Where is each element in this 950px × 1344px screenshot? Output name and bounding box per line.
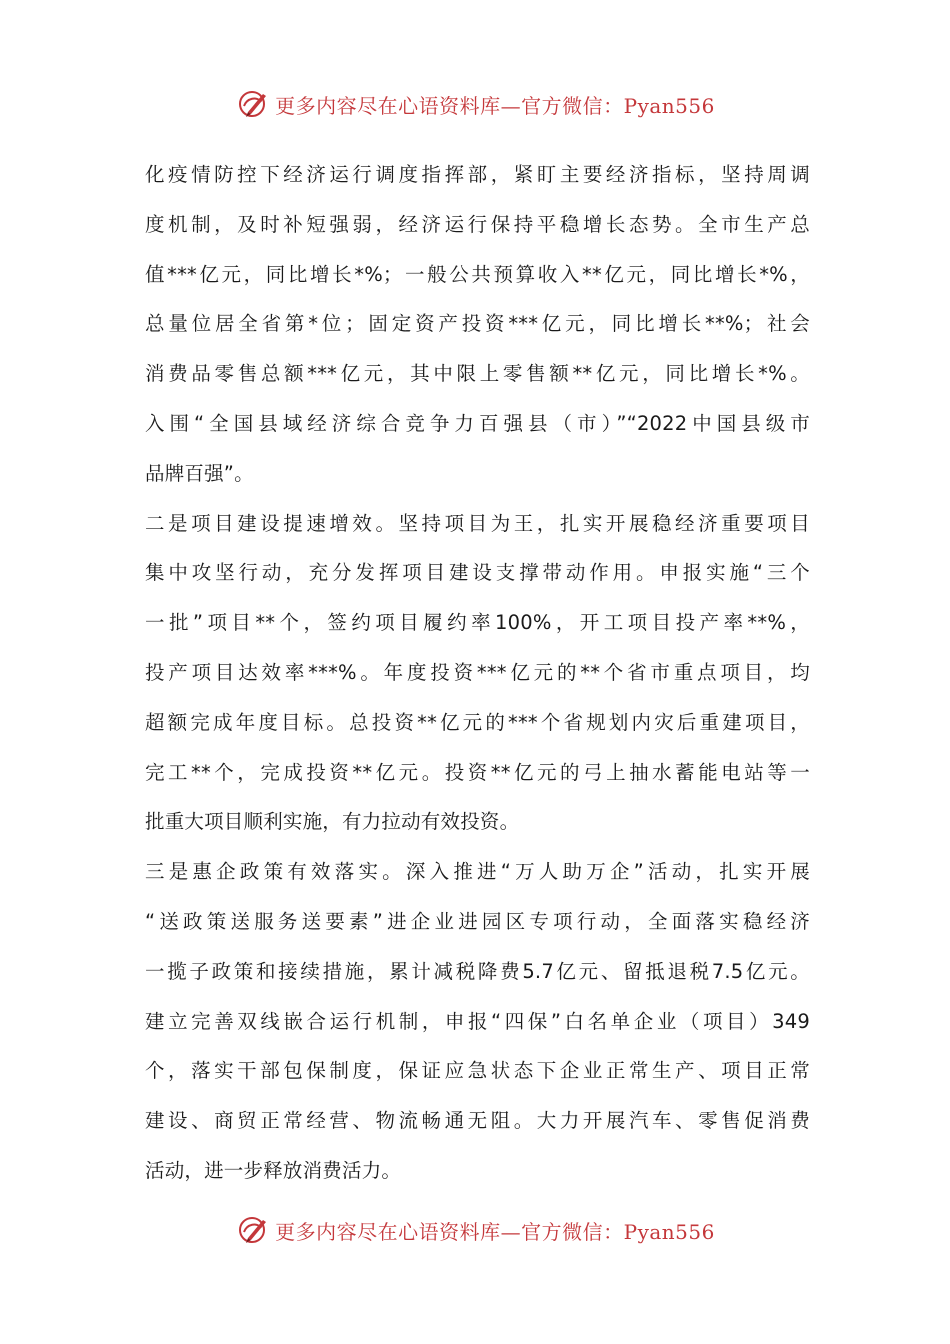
pen-swirl-logo-icon bbox=[235, 1212, 271, 1248]
body-line: 消费品零售总额***亿元，其中限上零售额**亿元，同比增长*%。 bbox=[145, 362, 810, 386]
body-line: 个，落实干部包保制度，保证应急状态下企业正常生产、项目正常 bbox=[145, 1059, 810, 1083]
body-line: 总量位居全省第*位；固定资产投资***亿元，同比增长**%；社会 bbox=[145, 312, 810, 336]
body-line: 一揽子政策和接续措施，累计减税降费5.7亿元、留抵退税7.5亿元。 bbox=[145, 959, 810, 983]
body-line: 化疫情防控下经济运行调度指挥部，紧盯主要经济指标，坚持周调 bbox=[145, 163, 810, 186]
footer-watermark-banner bbox=[0, 1210, 950, 1250]
footer-watermark-text: 更多内容尽在心语资料库—官方微信：Pyan556 bbox=[275, 1219, 715, 1244]
body-line: “送政策送服务送要素”进企业进园区专项行动，全面落实稳经济 bbox=[145, 909, 810, 933]
pen-swirl-logo-icon bbox=[235, 86, 271, 122]
header-watermark-text: 更多内容尽在心语资料库—官方微信：Pyan556 bbox=[275, 93, 715, 118]
body-line: 完工**个，完成投资**亿元。投资**亿元的弓上抽水蓄能电站等一 bbox=[145, 760, 810, 784]
body-line: 集中攻坚行动，充分发挥项目建设支撑带动作用。申报实施“三个 bbox=[145, 561, 810, 585]
body-line: 投产项目达效率***%。年度投资***亿元的**个省市重点项目，均 bbox=[145, 660, 810, 684]
body-line: 度机制，及时补短强弱，经济运行保持平稳增长态势。全市生产总 bbox=[145, 212, 810, 236]
body-line: 一批”项目**个，签约项目履约率100%，开工项目投产率**%， bbox=[145, 611, 810, 635]
document-body bbox=[145, 150, 810, 1196]
section-heading-line: 二是项目建设提速增效。坚持项目为王，扎实开展稳经济重要项目 bbox=[145, 511, 810, 535]
body-line: 批重大项目顺利实施，有力拉动有效投资。 bbox=[145, 810, 520, 834]
body-line: 建立完善双线嵌合运行机制，申报“四保”白名单企业（项目）349 bbox=[145, 1009, 810, 1033]
body-line: 品牌百强”。 bbox=[145, 461, 254, 485]
header-watermark-banner bbox=[0, 84, 950, 124]
body-line: 建设、商贸正常经营、物流畅通无阻。大力开展汽车、零售促消费 bbox=[145, 1109, 810, 1133]
body-line: 超额完成年度目标。总投资**亿元的***个省规划内灾后重建项目， bbox=[145, 710, 810, 734]
section-heading-line: 三是惠企政策有效落实。深入推进“万人助万企”活动，扎实开展 bbox=[145, 860, 810, 884]
body-line: 入围“全国县域经济综合竞争力百强县（市）”“2022中国县级市 bbox=[145, 411, 810, 435]
body-line: 活动，进一步释放消费活力。 bbox=[145, 1158, 402, 1182]
body-line: 值***亿元，同比增长*%；一般公共预算收入**亿元，同比增长*%， bbox=[145, 262, 810, 286]
